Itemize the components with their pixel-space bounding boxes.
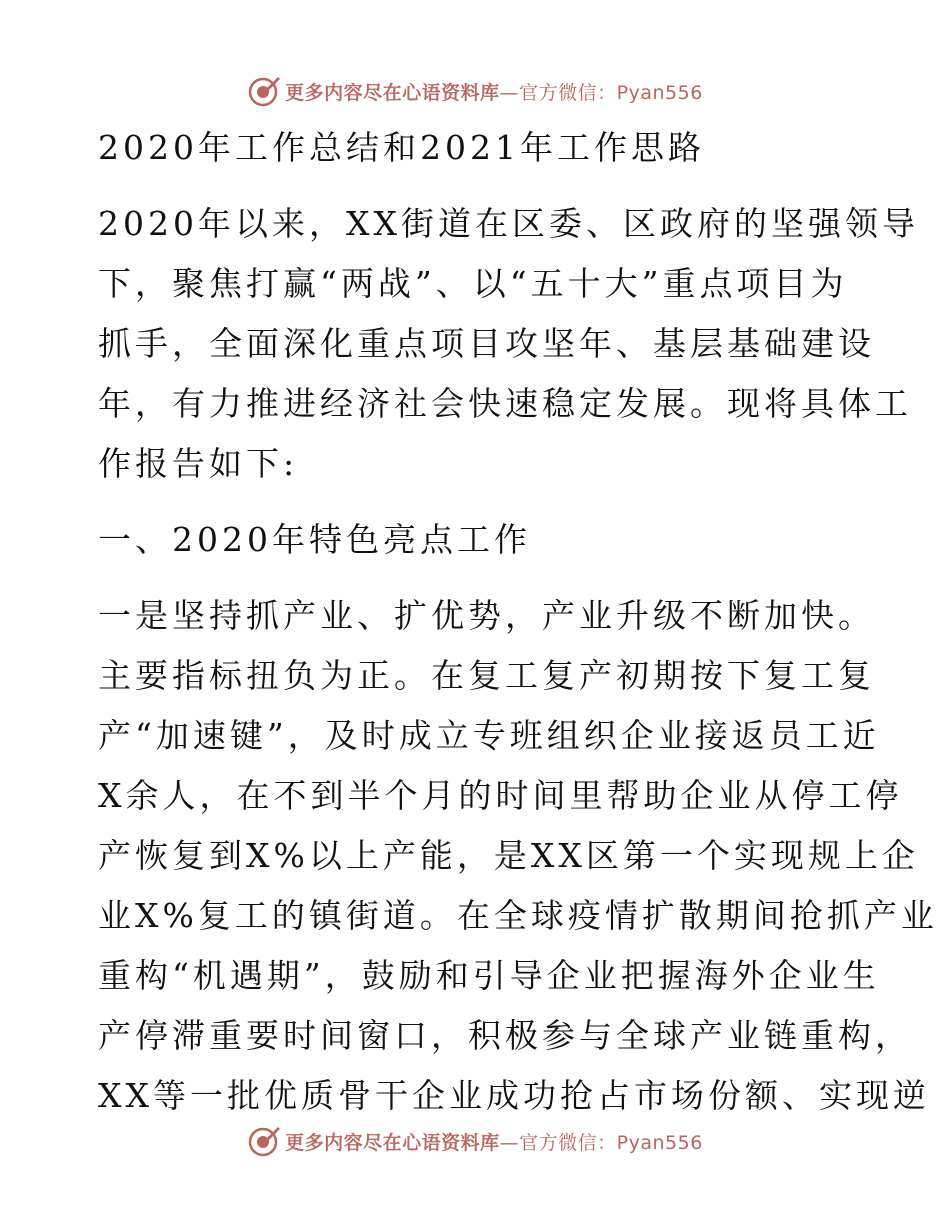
paragraph-line: X余人，在不到半个月的时间里帮助企业从停工停 [98,776,903,815]
section-heading: 一、2020年特色亮点工作 [98,520,531,559]
body-paragraph [98,586,938,1126]
paragraph-line: 产停滞重要时间窗口，积极参与全球产业链重构， [98,1016,912,1055]
header-watermark-banner [0,71,950,111]
paragraph-line: 一是坚持抓产业、扩优势，产业升级不断加快。 [98,596,875,635]
document-body [98,118,938,1126]
paragraph-line: 产恢复到X%以上产能，是XX区第一个实现规上企 [98,836,919,875]
paragraph-line: 年，有力推进经济社会快速稳定发展。现将具体工 [98,384,912,423]
footer-watermark-banner [0,1121,950,1161]
paragraph-line: XX等一批优质骨干企业成功抢占市场份额、实现逆 [98,1076,930,1115]
paragraph-line: 重构“机遇期”，鼓励和引导企业把握海外企业生 [98,956,880,995]
paragraph-line: 作报告如下: [98,444,299,483]
paragraph-line: 主要指标扭负为正。在复工复产初期按下复工复 [98,656,875,695]
paragraph-line: 下，聚焦打赢“两战”、以“五十大”重点项目为 [98,264,848,303]
document-title: 2020年工作总结和2021年工作思路 [98,128,705,167]
watermark-text: 更多内容尽在心语资料库—官方微信：Pyan556 [285,1131,703,1154]
paragraph-line: 产“加速键”，及时成立专班组织企业接返员工近 [98,716,880,755]
watermark-text: 更多内容尽在心语资料库—官方微信：Pyan556 [285,81,703,104]
paragraph-line: 业X%复工的镇街道。在全球疫情扩散期间抢抓产业 [98,896,938,935]
pen-logo-icon [247,1124,281,1158]
paragraph-line: 2020年以来，XX街道在区委、区政府的坚强领导 [98,204,919,243]
paragraph-line: 抓手，全面深化重点项目攻坚年、基层基础建设 [98,324,875,363]
pen-logo-icon [247,74,281,108]
intro-paragraph [98,194,919,494]
